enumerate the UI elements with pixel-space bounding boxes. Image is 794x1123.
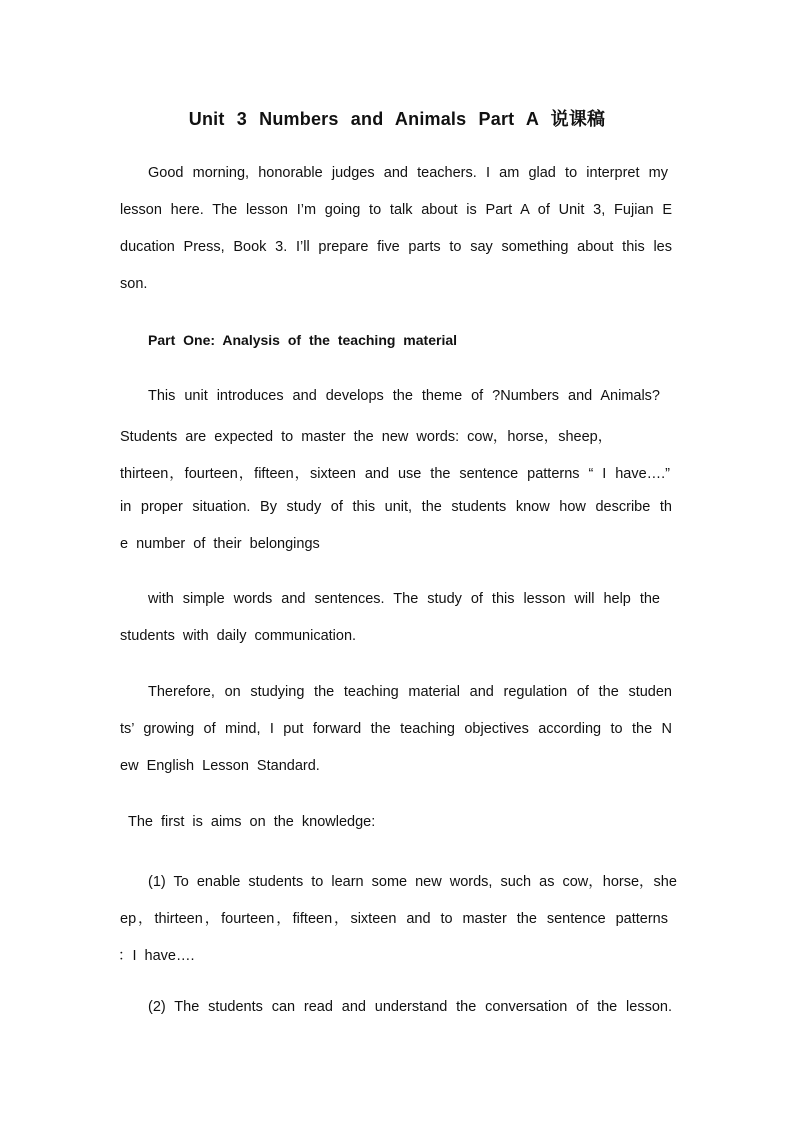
paragraph-line: ep，thirteen，fourteen，fifteen，sixteen and to master the sentence patterns (120, 911, 668, 927)
paragraph-line: thirteen，fourteen，fifteen，sixteen and use the sentence patterns “ I have….” (120, 466, 670, 482)
paragraph-line: ：I have…. (118, 948, 195, 964)
paragraph-line: This unit introduces and develops the theme of ?Numbers and Animals? (148, 388, 660, 404)
paragraph-line: (1) To enable students to learn some new words, such as cow，horse，she (148, 874, 677, 890)
document-title: Unit 3 Numbers and Animals Part A 说课稿 (188, 109, 606, 129)
paragraph-line: ew English Lesson Standard. (120, 758, 320, 774)
paragraph-line: (2) The students can read and understand the conversation of the lesson. (148, 999, 672, 1015)
paragraph-line: ducation Press, Book 3. I’ll prepare five parts to say something about this les (120, 239, 672, 255)
paragraph-line: Students are expected to master the new words: cow，horse，sheep， (120, 429, 613, 445)
paragraph-line: lesson here. The lesson I’m going to talk about is Part A of Unit 3, Fujian E (120, 202, 672, 218)
paragraph-line: e number of their belongings (120, 536, 320, 552)
paragraph-line: son. (120, 276, 148, 292)
paragraph-line: students with daily communication. (120, 628, 357, 644)
paragraph-line: Therefore, on studying the teaching material and regulation of the studen (148, 684, 672, 700)
paragraph-line: with simple words and sentences. The study of this lesson will help the (148, 591, 660, 607)
paragraph-line: ts’ growing of mind, I put forward the teaching objectives according to the N (120, 721, 672, 737)
section-heading: Part One: Analysis of the teaching material (148, 332, 458, 348)
paragraph-line: in proper situation. By study of this unit, the students know how describe th (120, 499, 672, 515)
paragraph-line: The first is aims on the knowledge: (128, 814, 376, 830)
paragraph-line: Good morning, honorable judges and teachers. I am glad to interpret my (148, 165, 668, 181)
